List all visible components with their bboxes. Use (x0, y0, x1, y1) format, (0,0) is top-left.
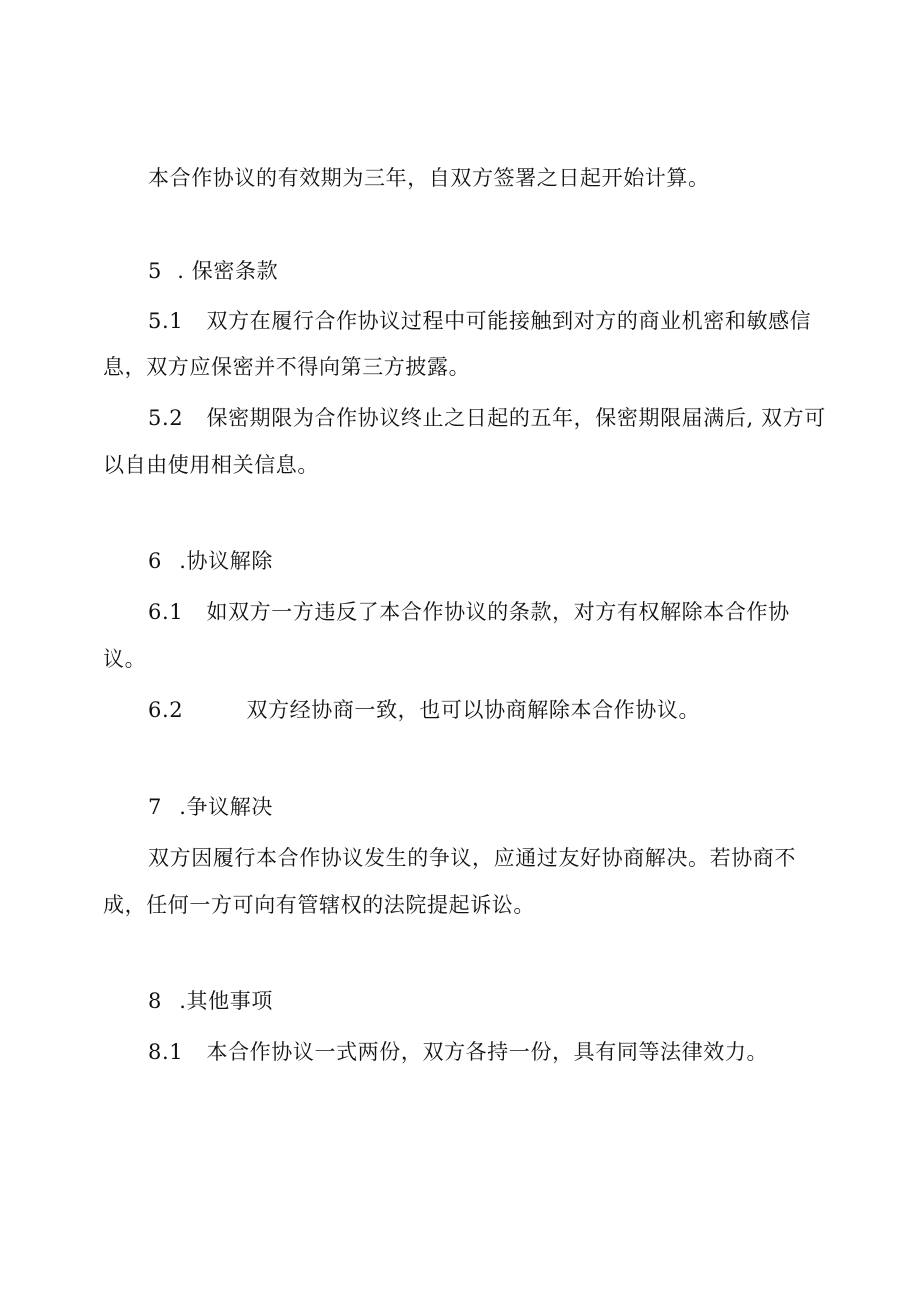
clause-6-1-line-2 (103, 646, 146, 672)
section-5-heading (148, 258, 278, 284)
clause-5-2-line-2 (103, 452, 319, 478)
clause-6-1-text-cont: 议。 (103, 647, 147, 671)
section-7-number: 7 (148, 795, 162, 819)
section-6-number: 6 (148, 549, 162, 573)
clause-6-1-text: 如双方一方违反了本合作协议的条款，对方有权解除本合作协 (206, 600, 790, 624)
clause-5-2-line-1 (148, 405, 826, 431)
clause-5-1-line-1 (148, 308, 811, 334)
section-7-paragraph-line-1 (148, 845, 796, 871)
section-6-title: .协议解除 (179, 549, 273, 573)
clause-6-1-number: 6.1 (148, 600, 184, 624)
clause-6-2-text: 双方经协商一致，也可以协商解除本合作协议。 (246, 698, 701, 722)
clause-8-1-line-1 (148, 1039, 768, 1065)
clause-8-1-number: 8.1 (148, 1040, 184, 1064)
section-7-title: .争议解决 (179, 795, 273, 819)
clause-5-2-text-cont: 以自由使用相关信息。 (103, 453, 319, 477)
clause-5-2-text: 保密期限为合作协议终止之日起的五年，保密期限届满后, 双方可 (206, 406, 826, 430)
section-7-paragraph-line-2 (103, 892, 535, 918)
clause-5-1-text-cont: 息，双方应保密并不得向第三方披露。 (103, 355, 471, 379)
clause-6-2-number: 6.2 (148, 698, 184, 722)
section-8-number: 8 (148, 989, 162, 1013)
section-7-text: 双方因履行本合作协议发生的争议，应通过友好协商解决。若协商不 (148, 846, 796, 870)
term-text: 本合作协议的有效期为三年，自双方签署之日起开始计算。 (148, 166, 710, 190)
section-6-heading (148, 548, 273, 574)
section-5-number: 5 (148, 259, 162, 283)
clause-5-2-number: 5.2 (148, 406, 184, 430)
section-7-heading (148, 794, 273, 820)
clause-6-1-line-1 (148, 599, 790, 625)
clause-6-2-line-1 (148, 697, 700, 723)
section-8-heading (148, 988, 273, 1014)
clause-5-1-text: 双方在履行合作协议过程中可能接触到对方的商业机密和敏感信 (206, 309, 812, 333)
term-paragraph (148, 165, 710, 191)
clause-5-1-line-2 (103, 354, 470, 380)
clause-8-1-text: 本合作协议一式两份，双方各持一份，具有同等法律效力。 (206, 1040, 769, 1064)
section-5-title: . 保密条款 (177, 259, 279, 283)
clause-5-1-number: 5.1 (148, 309, 184, 333)
section-8-title: .其他事项 (179, 989, 273, 1013)
section-7-text-cont: 成，任何一方可向有管辖权的法院提起诉讼。 (103, 893, 535, 917)
